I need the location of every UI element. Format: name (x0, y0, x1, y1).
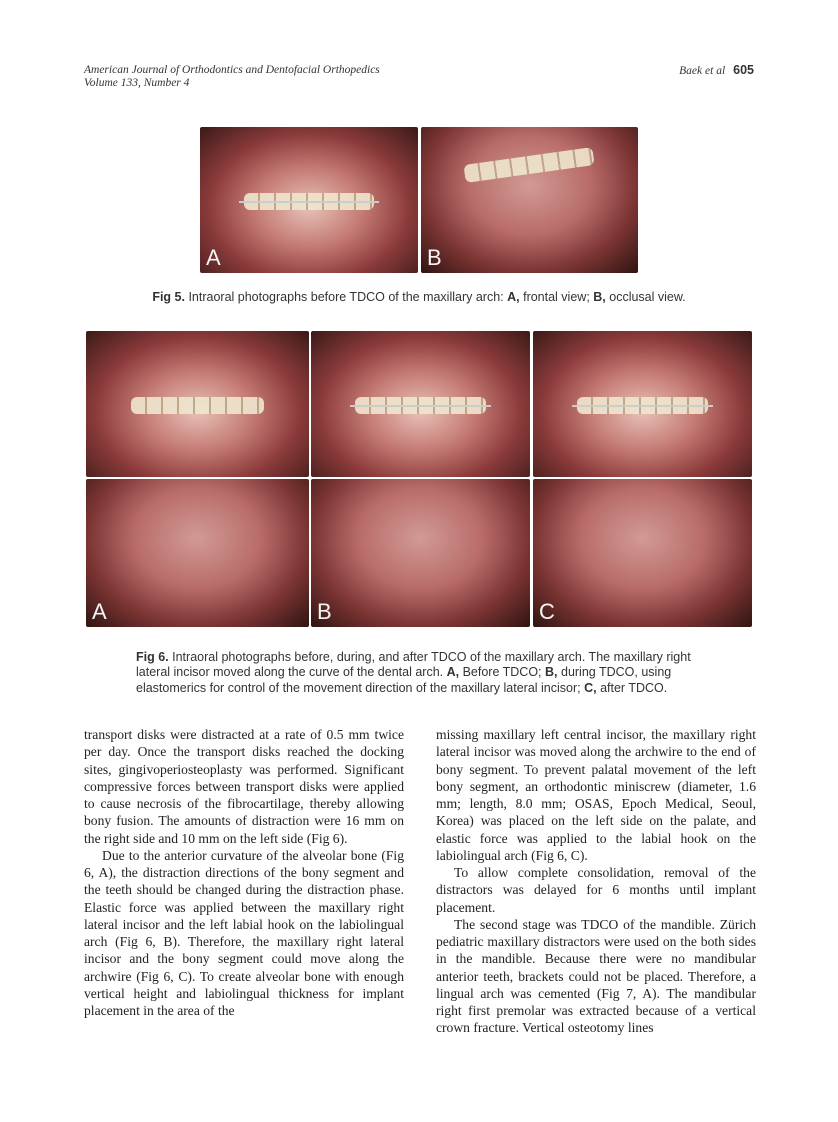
fig5-caption (0, 290, 838, 305)
body-column-right (436, 726, 756, 1037)
caption-a: A, (507, 290, 520, 304)
body-column-left (84, 726, 404, 1019)
caption-text: occlusal view. (605, 290, 686, 304)
caption-a: A, (446, 665, 460, 680)
fig6-photo-a-frontal (86, 331, 309, 477)
fig5-photo-b (421, 127, 638, 273)
caption-text: after TDCO. (596, 680, 668, 695)
caption-label: Fig 6. (136, 650, 169, 664)
fig6-photo-c-occlusal (533, 479, 752, 627)
panel-label: B (427, 245, 442, 270)
paragraph: transport disks were distracted at a rate of 0.5 mm twice per day. Once the transport disks reached the docking sites, gingivoperiosteoplasty was performed. Significant compressive forces between transport disks were applied to cause necrosis of the fibrocartilage, thereby allowing bony fusion. The amounts of distraction were 16 mm on the right side and 10 mm on the left side (Fig 6). (84, 727, 404, 846)
caption-text: during TDCO, using elastomerics for control of the movement direction of the maxillary lateral incisor; (136, 665, 672, 695)
fig6-photo-b-frontal (311, 331, 530, 477)
running-header-left (84, 64, 380, 90)
journal-volume: Volume 133, Number 4 (84, 77, 190, 89)
fig6-photo-b-occlusal (311, 479, 530, 627)
caption-text: Intraoral photographs before, during, and after TDCO of the maxillary arch. The maxillary right lateral incisor moved along the curve of the dental arch. (136, 650, 691, 680)
journal-title: American Journal of Orthodontics and Dentofacial Orthopedics (84, 64, 380, 76)
fig6-photo-c-frontal (533, 331, 752, 477)
page-number: 605 (733, 63, 754, 77)
paragraph: missing maxillary left central incisor, the maxillary right lateral incisor was moved along the archwire to the end of bony segment. To prevent palatal movement of the left bony segment, an orthodontic miniscrew (diameter, 1.6 mm; length, 8.0 mm; OSAS, Epoch Medical, Seoul, Korea) was placed on the left side on the palate, and elastic force was applied to the labial hook on the labiolingual arch (Fig 6, C). (436, 727, 756, 863)
caption-label: Fig 5. (152, 290, 185, 304)
fig6-caption (136, 650, 702, 696)
caption-text: Before TDCO; (459, 665, 546, 680)
panel-label: C (539, 599, 555, 624)
panel-label: A (206, 245, 221, 270)
paragraph: Due to the anterior curvature of the alveolar bone (Fig 6, A), the distraction directions of the bony segment and the teeth should be changed during the distraction phase. Elastic force was applied between the maxillary right lateral incisor and the left labial hook on the labiolingual arch (Fig 6, B). Therefore, the maxillary right lateral incisor and the bony segment could move along the archwire (Fig 6, C). To create alveolar bone with enough vertical height and labiolingual thickness for implant placement in the area of the (84, 847, 404, 1018)
panel-label: A (92, 599, 107, 624)
caption-c: C, (584, 680, 597, 695)
paragraph: The second stage was TDCO of the mandible. Zürich pediatric maxillary distractors were used on the both sides in the mandible. Because there were no mandibular anterior teeth, brackets could not be placed. Therefore, a lingual arch was cemented (Fig 7, A). The mandibular right first premolar was extracted because of a vertical crown fracture. Vertical osteotomy lines (436, 916, 756, 1036)
running-header-right (679, 64, 754, 78)
caption-b: B, (545, 665, 558, 680)
fig6-figure (86, 331, 752, 627)
fig6-photo-a-occlusal (86, 479, 309, 627)
paragraph: To allow complete consolidation, removal of the distractors was delayed for 6 months until implant placement. (436, 865, 756, 915)
caption-b: B, (593, 290, 606, 304)
authors: Baek et al (679, 65, 726, 77)
fig5-photo-a (200, 127, 418, 273)
caption-text: frontal view; (519, 290, 594, 304)
caption-text: Intraoral photographs before TDCO of the maxillary arch: (184, 290, 508, 304)
panel-label: B (317, 599, 332, 624)
